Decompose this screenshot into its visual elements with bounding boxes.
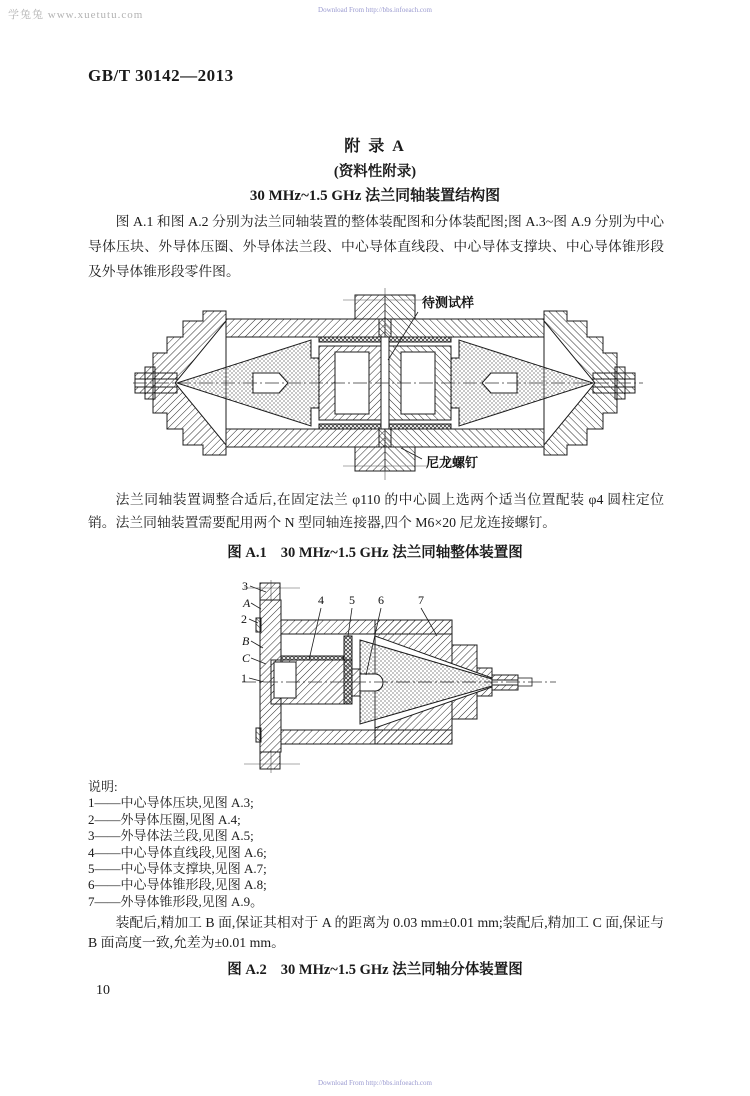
part-7-label: 7 [418, 593, 424, 607]
sample-under-test-label: 待测试样 [422, 295, 475, 310]
legend-item: 6——中心导体锥形段,见图 A.8; [88, 877, 267, 893]
split-assembly-shapes [242, 580, 556, 773]
figure-a2-caption [0, 958, 750, 979]
face-a-label: A [243, 596, 251, 610]
legend-item: 1——中心导体压块,见图 A.3; [88, 795, 254, 811]
figure-a2-caption-text: 30 MHz~1.5 GHz 法兰同轴分体装置图 [280, 962, 523, 978]
legend-item: 3——外导体法兰段,见图 A.5; [88, 828, 254, 844]
figure-a1-caption [0, 541, 750, 562]
figure-a1-caption-label: 图 A.1 [227, 545, 267, 561]
legend-item: 2——外导体压圈,见图 A.4; [88, 811, 241, 827]
figure-a2-drawing [238, 578, 588, 775]
part-5-label: 5 [349, 593, 355, 607]
part-1-label: 1 [241, 671, 247, 685]
standard-number: GB/T 30142—2013 [88, 66, 234, 85]
intro-paragraph: 图 A.1 和图 A.2 分别为法兰同轴装置的整体装配图和分体装配图;图 A.3~图 A.9 分别为中心导体压块、外导体压圈、外导体法兰段、中心导体直线段、中心导体支撑块、中心导体锥形段及外导体锥形段零件图。 [88, 214, 664, 279]
figure-a1-drawing [133, 286, 643, 482]
site-watermark: 学兔兔 www.xuetutu.com [8, 9, 144, 21]
adjustment-paragraph: 法兰同轴装置调整合适后,在固定法兰 φ110 的中心圆上选两个适当位置配装 φ4 圆柱定位销。法兰同轴装置需要配用两个 N 型同轴连接器,四个 M6×20 尼龙连接螺钉。 [88, 492, 664, 530]
face-c-label: C [242, 651, 251, 665]
legend-heading: 说明: [88, 779, 118, 794]
legend-item: 7——外导体锥形段,见图 A.9。 [88, 893, 264, 909]
appendix-subtitle: (资料性附录) [333, 164, 417, 180]
part-4-label: 4 [318, 593, 324, 607]
part-2-label: 2 [241, 612, 247, 626]
page-number: 10 [96, 983, 110, 998]
legend-block [88, 779, 267, 910]
download-link-bottom[interactable]: Download From http://bbs.infoeach.com [318, 1079, 432, 1087]
nylon-screw-label: 尼龙螺钉 [426, 455, 479, 470]
figure-a1-caption-text: 30 MHz~1.5 GHz 法兰同轴整体装置图 [280, 545, 523, 561]
download-link-top[interactable]: Download From http://bbs.infoeach.com [318, 6, 432, 14]
legend-item: 4——中心导体直线段,见图 A.6; [88, 844, 267, 860]
legend-item: 5——中心导体支撑块,见图 A.7; [88, 861, 267, 877]
part-3-label: 3 [242, 579, 248, 593]
appendix-section-title: 30 MHz~1.5 GHz 法兰同轴装置结构图 [249, 188, 501, 204]
assembly-note-paragraph: 装配后,精加工 B 面,保证其相对于 A 的距离为 0.03 mm±0.01 mm;装配后,精加工 C 面,保证与 B 面高度一致,允差为±0.01 mm。 [88, 915, 664, 950]
appendix-title: 附 录 A [344, 138, 406, 155]
part-6-label: 6 [378, 593, 384, 607]
face-b-label: B [242, 634, 250, 648]
figure-a2-caption-label: 图 A.2 [227, 962, 267, 978]
